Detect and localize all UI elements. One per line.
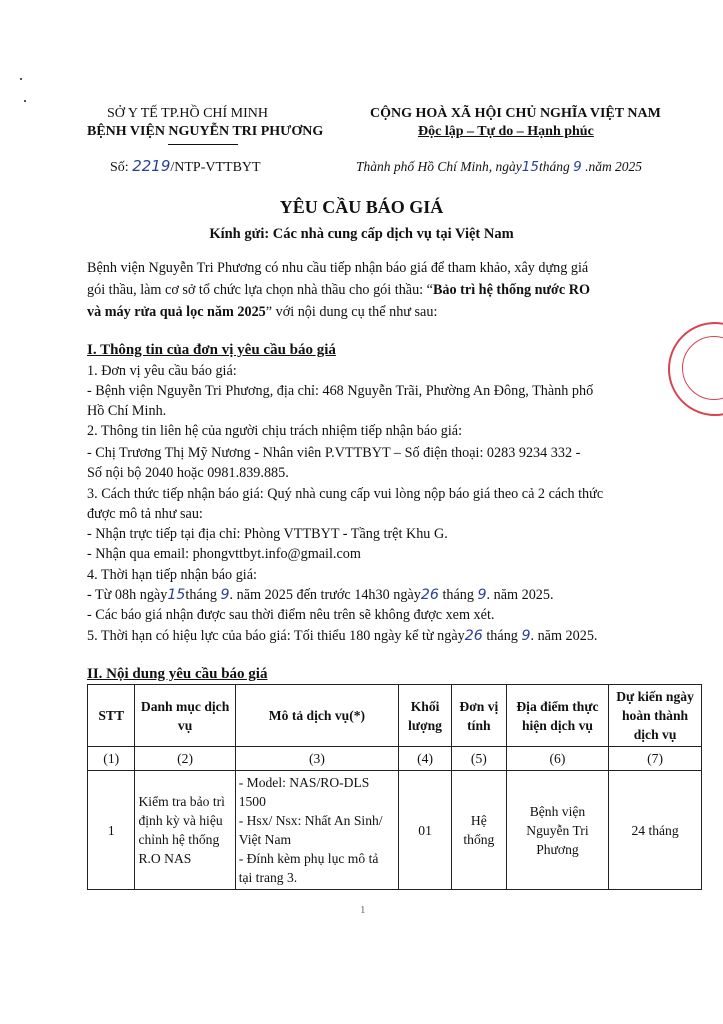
cell-unit: Hệ thống [451,771,506,890]
intro-line-3-tail: ” với nội dung cụ thể như sau: [265,304,438,320]
deadline-text: . năm 2025 đến trước 14h30 ngày [229,587,421,603]
colnum-cell: (5) [451,747,506,771]
intro-package-name-1: Bảo trì hệ thống nước RO [432,282,591,298]
doc-number-suffix: /NTP-VTTBYT [170,160,261,175]
header-cell: Khối lượng [399,685,452,747]
header-underline [168,144,238,145]
doc-date [356,159,642,175]
s1-line: - Bệnh viện Nguyễn Tri Phương, địa chỉ: 468 Nguyễn Trãi, Phường An Đông, Thành phố [87,383,594,399]
intro-line-1: Bệnh viện Nguyễn Tri Phương có nhu cầu tiếp nhận báo giá để tham khảo, xây dựng giá [87,260,589,276]
doc-number [110,157,261,176]
scan-speck [20,78,22,80]
colnum-cell: (6) [506,747,608,771]
s1-line-email: - Nhận qua email: phongvttbyt.info@gmail.com [87,546,361,562]
deadline-month-2: 9 [477,587,487,603]
doc-number-handwritten: 2219 [132,157,171,175]
s1-line: Hồ Chí Minh. [87,403,167,419]
seal-stamp [668,322,723,416]
date-prefix: Thành phố Hồ Chí Minh, ngày [356,159,522,174]
header-cell [235,685,399,747]
intro-line-2-text: gói thầu, làm cơ sở tổ chức lựa chọn nhà thầu cho gói thầu: “ [87,282,433,298]
s1-deadline-line [87,585,554,605]
page-number: 1 [360,904,366,916]
quote-request-table [87,684,702,890]
intro-package-name-2: và máy rửa quả lọc năm 2025 [87,304,266,320]
s1-line: 3. Cách thức tiếp nhận báo giá: Quý nhà cung cấp vui lòng nộp báo giá theo cả 2 cách thức [87,486,604,502]
s1-validity-line [87,626,597,646]
intro-line-2 [87,280,590,300]
section-2-heading: II. Nội dung yêu cầu báo giá [87,666,268,682]
desc-line: - Model: NAS/RO-DLS 1500 [238,775,370,809]
header-cell: Danh mục dịch vụ [135,685,235,747]
header-hospital: BỆNH VIỆN NGUYỄN TRI PHƯƠNG [87,124,324,139]
validity-text: 5. Thời hạn có hiệu lực của báo giá: Tối thiểu 180 ngày kể từ ngày [87,628,465,644]
deadline-day-1: 15 [167,587,186,603]
s1-line: Số nội bộ 2040 hoặc 0981.839.885. [87,465,289,481]
header-cell: Đơn vị tính [451,685,506,747]
date-day: 15 [521,159,539,175]
deadline-day-2: 26 [420,587,439,603]
table-header-row [88,685,702,747]
header-cell: Địa điểm thực hiện dịch vụ [506,685,608,747]
date-year: .năm 2025 [585,159,643,174]
table-colnum-row [88,747,702,771]
colnum-cell: (1) [88,747,135,771]
validity-day: 26 [464,628,483,644]
recipient: Kính gửi: Các nhà cung cấp dịch vụ tại Việt Nam [209,226,514,242]
section-1-heading: I. Thông tin của đơn vị yêu cầu báo giá [87,342,336,358]
validity-text: . năm 2025. [530,628,598,644]
deadline-text: tháng [438,587,478,603]
cell-service: Kiểm tra bảo trì định kỳ và hiệu chỉnh hệ thống R.O NAS [135,771,235,890]
cell-location: Bệnh viện Nguyễn Tri Phương [506,771,608,890]
colnum-cell: (7) [609,747,702,771]
header-desc-text: Mô tả dịch vụ(*) [268,708,366,723]
page-title: YÊU CẦU BÁO GIÁ [279,197,444,217]
s1-line: 1. Đơn vị yêu cầu báo giá: [87,363,237,379]
s1-line: - Nhận trực tiếp tại địa chỉ: Phòng VTTBYT - Tầng trệt Khu G. [87,526,448,542]
colnum-cell: (3) [235,747,399,771]
s1-line: 2. Thông tin liên hệ của người chịu trách nhiệm tiếp nhận báo giá: [87,423,463,439]
intro-line-3 [87,302,437,322]
desc-line: - Hsx/ Nsx: Nhất An Sinh/ Việt Nam [238,813,383,847]
deadline-text: . năm 2025. [486,587,554,603]
colnum-cell: (2) [135,747,235,771]
header-cell: STT [88,685,135,747]
validity-month: 9 [521,628,531,644]
cell-duration: 24 tháng [609,771,702,890]
date-month-label: tháng [538,159,570,174]
deadline-month-1: 9 [220,587,230,603]
date-month: 9 [573,159,582,175]
scan-speck [24,100,26,102]
cell-stt: 1 [88,771,135,890]
cell-quantity: 01 [399,771,452,890]
cell-description [235,771,399,890]
header-republic: CỘNG HOÀ XÃ HỘI CHỦ NGHĨA VIỆT NAM [370,106,661,121]
header-motto: Độc lập – Tự do – Hạnh phúc [418,124,594,139]
table-row [88,771,702,890]
s1-line: 4. Thời hạn tiếp nhận báo giá: [87,567,257,583]
deadline-text: - Từ 08h ngày [87,587,168,603]
s1-line: - Các báo giá nhận được sau thời điểm nêu trên sẽ không được xem xét. [87,607,495,623]
desc-line: - Đính kèm phụ lục mô tả tại trang 3. [238,851,379,885]
deadline-text: tháng [185,587,221,603]
s1-line: - Chị Trương Thị Mỹ Nương - Nhân viên P.VTTBYT – Số điện thoại: 0283 9234 332 - [87,445,581,461]
doc-number-label: Số: [110,160,129,175]
colnum-cell: (4) [399,747,452,771]
header-ministry: SỞ Y TẾ TP.HỒ CHÍ MINH [107,106,269,121]
seal-inner-ring [682,336,723,400]
header-cell: Dự kiến ngày hoàn thành dịch vụ [609,685,702,747]
s1-line: được mô tả như sau: [87,506,203,522]
validity-text: tháng [482,628,522,644]
